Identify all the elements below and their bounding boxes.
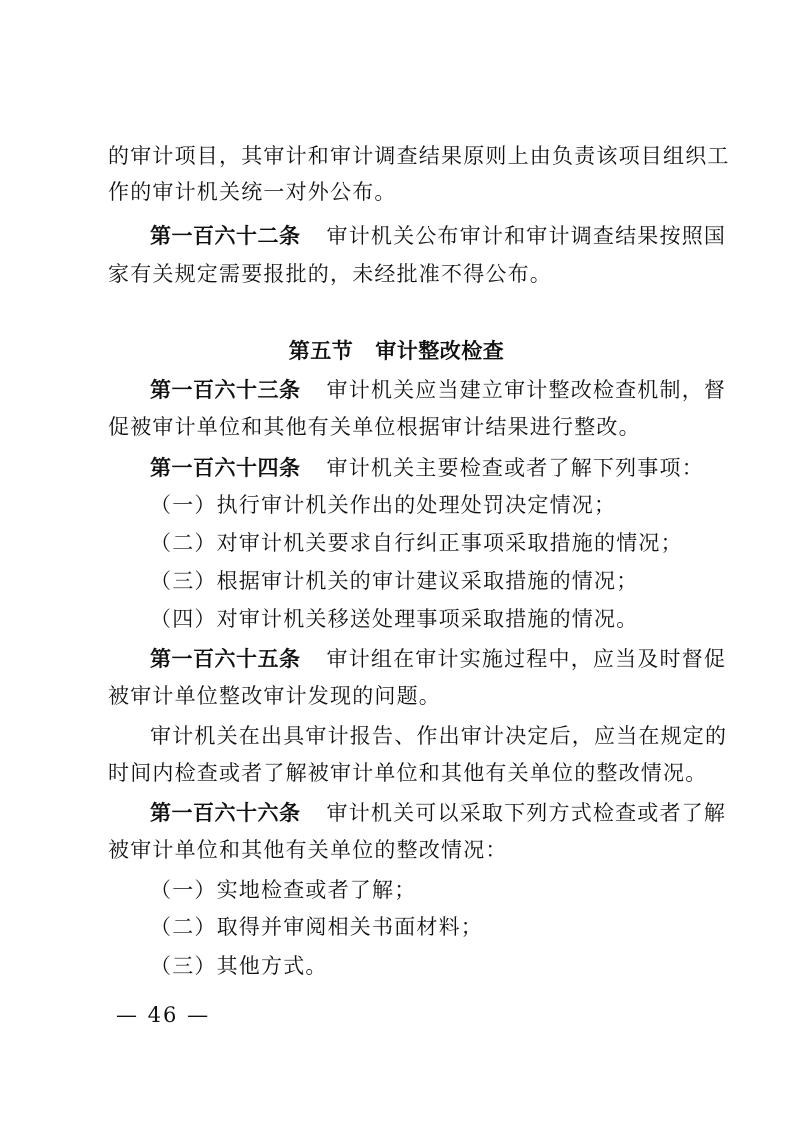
paragraph-line: 审计机关在出具审计报告、作出审计决定后，应当在规定的 — [150, 724, 728, 748]
paragraph-line: 促被审计单位和其他有关单位根据审计结果进行整改。 — [108, 415, 641, 439]
article-label: 第一百六十三条 — [150, 378, 301, 402]
article-label: 第一百六十二条 — [150, 224, 301, 248]
article-label: 第一百六十四条 — [150, 456, 301, 480]
article-text: 审计机关应当建立审计整改检查机制，督 — [326, 378, 727, 402]
paragraph-line: 作的审计机关统一对外公布。 — [108, 180, 397, 204]
paragraph-line: 被审计单位整改审计发现的问题。 — [108, 684, 441, 708]
paragraph-line: 家有关规定需要报批的，未经批准不得公布。 — [108, 262, 552, 286]
article-label: 第一百六十六条 — [150, 801, 301, 825]
article-label: 第一百六十五条 — [150, 647, 301, 671]
article-text: 审计组在审计实施过程中，应当及时督促 — [326, 647, 727, 671]
list-item: （一）实地检查或者了解； — [150, 878, 417, 902]
paragraph-line: 的审计项目，其审计和审计调查结果原则上由负责该项目组织工 — [108, 144, 730, 168]
paragraph-line: 时间内检查或者了解被审计单位和其他有关单位的整改情况。 — [108, 761, 708, 785]
list-item: （二）对审计机关要求自行纠正事项采取措施的情况； — [150, 531, 683, 555]
section-number: 第五节 — [288, 339, 354, 363]
list-item: （二）取得并审阅相关书面材料； — [150, 915, 483, 939]
list-item: （三）根据审计机关的审计建议采取措施的情况； — [150, 569, 639, 593]
page-number: — 46 — — [116, 1003, 211, 1027]
article-162-line — [150, 219, 727, 253]
list-item: （四）对审计机关移送处理事项采取措施的情况。 — [150, 607, 639, 631]
section-heading — [0, 334, 793, 368]
article-166-line — [150, 796, 727, 830]
article-text: 审计机关可以采取下列方式检查或者了解 — [326, 801, 727, 825]
article-text: 审计机关公布审计和审计调查结果按照国 — [326, 224, 727, 248]
section-title: 审计整改检查 — [375, 339, 505, 363]
article-text: 审计机关主要检查或者了解下列事项： — [326, 456, 704, 480]
paragraph-line: 被审计单位和其他有关单位的整改情况： — [108, 838, 508, 862]
article-165-line — [150, 642, 727, 676]
article-163-line — [150, 373, 727, 407]
article-164-line — [150, 451, 730, 485]
list-item: （一）执行审计机关作出的处理处罚决定情况； — [150, 493, 617, 517]
list-item: （三）其他方式。 — [150, 954, 328, 978]
